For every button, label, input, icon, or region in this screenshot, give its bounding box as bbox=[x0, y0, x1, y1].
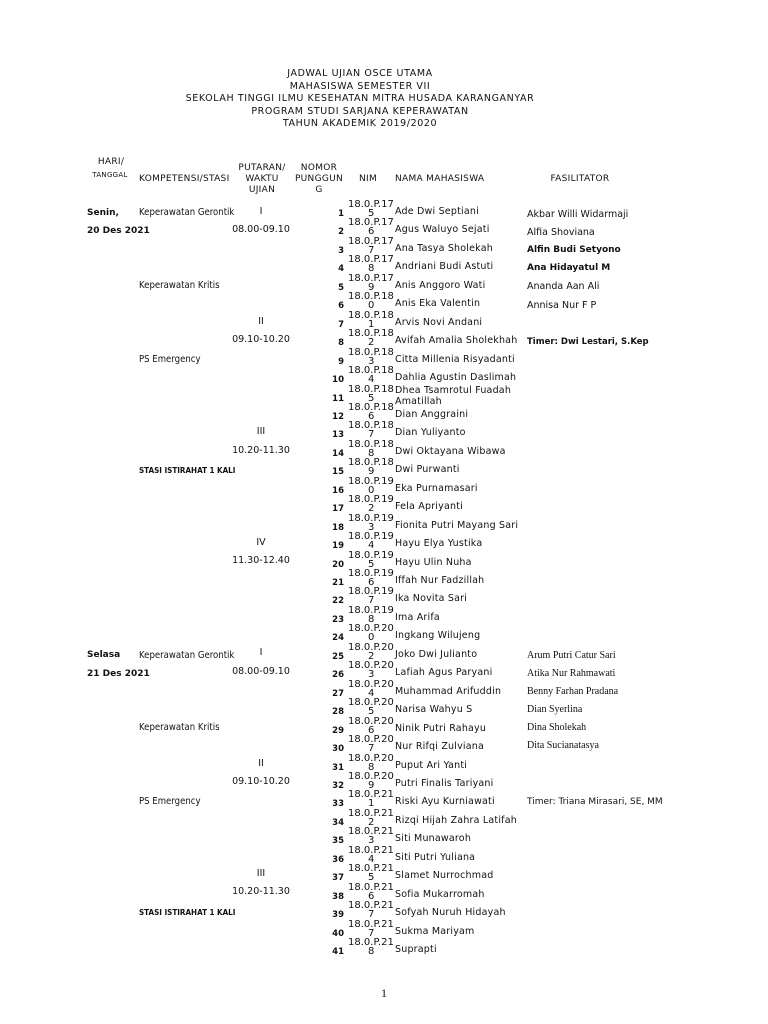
kompetensi-label: STASI ISTIRAHAT 1 KALI bbox=[139, 908, 236, 917]
student-nim bbox=[348, 883, 394, 900]
student-name: Sofyah Nuruh Hidayah bbox=[395, 907, 506, 919]
student-number: 18 bbox=[332, 522, 344, 533]
student-nim bbox=[348, 920, 394, 937]
putaran-label: III bbox=[256, 868, 266, 879]
student-nim-suffix: 8 bbox=[368, 447, 375, 459]
student-nim-main: 18.0.P.18 bbox=[348, 365, 394, 377]
student-nim-main: 18.0.P.18 bbox=[348, 346, 394, 358]
student-name: Ana Tasya Sholekah bbox=[395, 242, 493, 254]
student-number: 32 bbox=[332, 780, 344, 791]
fasilitator-name: Ananda Aan Ali bbox=[527, 281, 600, 292]
student-name: Eka Purnamasari bbox=[395, 482, 478, 494]
student-number: 41 bbox=[332, 947, 344, 957]
fasilitator-name: Dita Sucianatasya bbox=[527, 740, 599, 751]
header-fasilitator: FASILITATOR bbox=[550, 174, 610, 184]
student-number: 23 bbox=[332, 614, 344, 625]
student-nim-suffix: 7 bbox=[368, 244, 375, 256]
student-nim bbox=[348, 680, 394, 697]
student-name: Muhammad Arifuddin bbox=[395, 685, 502, 697]
putaran-label: II bbox=[258, 316, 264, 327]
student-nim-suffix: 1 bbox=[368, 798, 375, 810]
student-nim bbox=[348, 660, 394, 681]
student-name: Hayu Ulin Nuha bbox=[395, 556, 472, 568]
document-title bbox=[150, 68, 570, 131]
student-name: Riski Ayu Kurniawati bbox=[395, 796, 495, 808]
student-name: Fela Apriyanti bbox=[395, 501, 463, 513]
student-nim-suffix: 5 bbox=[368, 706, 375, 718]
student-number: 31 bbox=[332, 762, 344, 773]
student-nim-main: 18.0.P.18 bbox=[348, 383, 394, 395]
student-name: Dwi Oktayana Wibawa bbox=[395, 445, 506, 457]
student-nim-main: 18.0.P.19 bbox=[348, 494, 394, 506]
student-name: Andriani Budi Astuti bbox=[395, 261, 494, 273]
student-nim bbox=[348, 623, 394, 644]
student-name: Agus Waluyo Sejati bbox=[395, 224, 490, 236]
header-nomor: NOMOR bbox=[300, 163, 338, 173]
student-nim-main: 18.0.P.21 bbox=[348, 918, 394, 930]
student-nim bbox=[348, 900, 394, 921]
student-nim-suffix: 4 bbox=[368, 540, 375, 552]
student-nim-main: 18.0.P.17 bbox=[348, 235, 394, 247]
student-nim-main: 18.0.P.21 bbox=[348, 807, 394, 819]
student-nim-suffix: 0 bbox=[368, 484, 375, 496]
student-number: 17 bbox=[332, 504, 344, 515]
student-nim-suffix: 0 bbox=[368, 632, 375, 644]
student-nim-main: 18.0.P.21 bbox=[348, 937, 394, 948]
student-nim-main: 18.0.P.21 bbox=[348, 844, 394, 856]
header-kompetensi: KOMPETENSI/STASI bbox=[139, 174, 230, 184]
kompetensi-label: PS Emergency bbox=[139, 796, 201, 807]
student-number: 2 bbox=[338, 227, 344, 238]
student-nim bbox=[348, 586, 394, 607]
kompetensi-label: Keperawatan Kritis bbox=[139, 280, 220, 291]
student-nim-main: 18.0.P.21 bbox=[348, 789, 394, 801]
fasilitator-name: Dina Sholekah bbox=[527, 722, 587, 733]
kompetensi-label: PS Emergency bbox=[139, 354, 201, 365]
putaran-time: 10.20-11.30 bbox=[232, 445, 290, 456]
student-nim bbox=[348, 311, 394, 328]
page-number: 1 bbox=[381, 986, 387, 1000]
student-nim-suffix: 5 bbox=[368, 872, 375, 884]
student-name: Rizqi Hijah Zahra Latifah bbox=[395, 814, 517, 826]
student-nim-suffix: 7 bbox=[368, 429, 375, 441]
student-name: Anis Anggoro Wati bbox=[395, 279, 486, 291]
student-number: 13 bbox=[332, 430, 344, 441]
student-number: 34 bbox=[332, 817, 344, 828]
student-number: 16 bbox=[332, 485, 344, 496]
header-punggung: PUNGGUN bbox=[294, 174, 344, 184]
student-nim-suffix: 7 bbox=[368, 743, 375, 755]
student-nim-suffix: 9 bbox=[368, 779, 375, 791]
student-nim bbox=[348, 237, 394, 254]
student-nim-suffix: 9 bbox=[368, 281, 375, 293]
student-nim-main: 18.0.P.20 bbox=[348, 678, 394, 690]
student-name: Ninik Putri Rahayu bbox=[395, 722, 487, 734]
student-nim-suffix: 2 bbox=[368, 337, 375, 349]
student-number: 24 bbox=[332, 633, 344, 644]
student-number: 38 bbox=[332, 891, 344, 902]
student-nim bbox=[348, 551, 394, 568]
putaran-label: I bbox=[259, 647, 263, 658]
student-number: 36 bbox=[332, 854, 344, 865]
student-nim-suffix: 8 bbox=[368, 263, 375, 275]
header-nama: NAMA MAHASISWA bbox=[395, 174, 485, 184]
fasilitator-name: Akbar Willi Widarmaji bbox=[527, 209, 629, 220]
student-number: 21 bbox=[332, 578, 344, 588]
title-line: TAHUN AKADEMIK 2019/2020 bbox=[282, 118, 438, 129]
header-nim: NIM bbox=[358, 174, 378, 184]
fasilitator-name: Alfin Budi Setyono bbox=[527, 245, 621, 255]
student-nim bbox=[348, 826, 394, 847]
student-nim-main: 18.0.P.20 bbox=[348, 697, 394, 709]
student-nim-suffix: 3 bbox=[368, 355, 375, 367]
student-nim-main: 18.0.P.18 bbox=[348, 420, 394, 432]
title-line: JADWAL UJIAN OSCE UTAMA bbox=[287, 68, 433, 79]
student-name: Fionita Putri Mayang Sari bbox=[395, 519, 519, 531]
student-number: 15 bbox=[332, 467, 344, 478]
putaran-time: 09.10-10.20 bbox=[232, 334, 290, 345]
student-name: Suprapti bbox=[395, 944, 437, 955]
student-number: 22 bbox=[332, 596, 344, 607]
student-name: Dahlia Agustin Daslimah bbox=[395, 372, 517, 384]
student-number: 12 bbox=[332, 411, 344, 422]
student-number: 27 bbox=[332, 688, 344, 699]
student-nim-main: 18.0.P.21 bbox=[348, 900, 394, 912]
student-nim bbox=[348, 734, 394, 755]
student-nim-main: 18.0.P.20 bbox=[348, 752, 394, 764]
student-number: 20 bbox=[332, 559, 344, 570]
putaran-label: IV bbox=[256, 537, 266, 548]
putaran-label: III bbox=[256, 426, 266, 437]
student-nim bbox=[348, 200, 394, 217]
student-name: Anis Eka Valentin bbox=[395, 298, 481, 310]
student-number: 7 bbox=[338, 319, 344, 330]
student-nim bbox=[348, 274, 394, 291]
student-nim-suffix: 2 bbox=[368, 503, 375, 515]
student-nim-suffix: 6 bbox=[368, 890, 375, 902]
student-nim-main: 18.0.P.20 bbox=[348, 734, 394, 746]
putaran-time: 11.30-12.40 bbox=[232, 555, 290, 566]
fasilitator-name: Arum Putri Catur Sari bbox=[527, 650, 616, 661]
student-nim bbox=[348, 254, 394, 275]
student-nim-main: 18.0.P.19 bbox=[348, 512, 394, 524]
student-number: 6 bbox=[338, 301, 344, 312]
student-nim bbox=[348, 514, 394, 531]
student-nim bbox=[348, 291, 394, 312]
student-nim-suffix: 3 bbox=[368, 669, 375, 681]
student-nim-suffix: 3 bbox=[368, 521, 375, 533]
student-nim-suffix: 8 bbox=[368, 613, 375, 625]
student-nim-main: 18.0.P.20 bbox=[348, 623, 394, 635]
student-name: Siti Munawaroh bbox=[395, 833, 472, 845]
student-number: 35 bbox=[332, 836, 344, 847]
student-nim bbox=[348, 477, 394, 494]
student-name: Hayu Elya Yustika bbox=[395, 538, 483, 550]
fasilitator-name: Atika Nur Rahmawati bbox=[527, 668, 616, 679]
student-nim-main: 18.0.P.18 bbox=[348, 328, 394, 340]
kompetensi-label: Keperawatan Gerontik bbox=[139, 207, 235, 218]
header-ujian: UJIAN bbox=[248, 185, 276, 195]
student-name: Dian Anggraini bbox=[395, 408, 469, 420]
student-nim-suffix: 2 bbox=[368, 650, 375, 662]
fasilitator-name: Alfia Shoviana bbox=[527, 227, 595, 238]
student-nim bbox=[348, 772, 394, 789]
kompetensi-label: Keperawatan Kritis bbox=[139, 722, 220, 733]
student-nim-main: 18.0.P.19 bbox=[348, 568, 394, 579]
timer-label: Timer: Triana Mirasari, SE, MM bbox=[527, 797, 663, 807]
title-line: MAHASISWA SEMESTER VII bbox=[289, 80, 431, 92]
student-nim bbox=[348, 717, 394, 734]
student-nim-suffix: 4 bbox=[368, 687, 375, 699]
student-nim-main: 18.0.P.20 bbox=[348, 770, 394, 782]
student-nim-suffix: 7 bbox=[368, 927, 375, 939]
student-name: Putri Finalis Tariyani bbox=[395, 777, 494, 789]
student-nim bbox=[348, 789, 394, 810]
student-number: 9 bbox=[338, 356, 344, 367]
student-nim-main: 18.0.P.20 bbox=[348, 715, 394, 727]
header-waktu: WAKTU bbox=[245, 174, 279, 184]
student-number: 33 bbox=[332, 799, 344, 810]
student-number: 26 bbox=[332, 670, 344, 681]
student-nim-suffix: 4 bbox=[368, 374, 375, 386]
student-number: 30 bbox=[332, 744, 344, 755]
student-name: Ima Arifa bbox=[395, 611, 440, 623]
student-name: Puput Ari Yanti bbox=[395, 759, 468, 771]
student-nim-suffix: 6 bbox=[368, 410, 375, 422]
student-nim bbox=[348, 217, 394, 238]
student-number: 14 bbox=[332, 448, 344, 459]
student-nim bbox=[348, 385, 394, 402]
student-name: Narisa Wahyu S bbox=[395, 704, 473, 716]
student-nim-suffix: 7 bbox=[368, 909, 375, 921]
student-number: 40 bbox=[332, 928, 344, 939]
student-number: 8 bbox=[338, 338, 344, 349]
putaran-time: 09.10-10.20 bbox=[232, 776, 290, 787]
student-nim bbox=[348, 440, 394, 457]
student-nim-main: 18.0.P.21 bbox=[348, 826, 394, 838]
student-nim bbox=[348, 328, 394, 349]
title-line: PROGRAM STUDI SARJANA KEPERAWATAN bbox=[251, 105, 469, 117]
student-nim bbox=[348, 403, 394, 420]
student-nim-main: 18.0.P.18 bbox=[348, 438, 394, 450]
timer-label: Timer: Dwi Lestari, S.Kep bbox=[527, 337, 649, 347]
student-nim-main: 18.0.P.21 bbox=[348, 881, 394, 893]
putaran-time: 08.00-09.10 bbox=[232, 224, 290, 235]
student-name: Ingkang Wilujeng bbox=[395, 630, 481, 642]
student-number: 10 bbox=[332, 375, 344, 386]
student-name: Lafiah Agus Paryani bbox=[395, 667, 493, 679]
student-name: Avifah Amalia Sholekhah bbox=[395, 335, 518, 347]
student-nim bbox=[348, 569, 394, 586]
student-nim-main: 18.0.P.18 bbox=[348, 291, 394, 303]
student-number: 25 bbox=[332, 651, 344, 662]
student-name: Iffah Nur Fadzillah bbox=[395, 575, 485, 586]
student-number: 29 bbox=[332, 725, 344, 736]
student-name: Ade Dwi Septiani bbox=[395, 206, 479, 217]
student-name: Sofia Mukarromah bbox=[395, 888, 485, 900]
putaran-label: II bbox=[258, 758, 264, 769]
student-nim-suffix: 8 bbox=[368, 761, 375, 773]
student-nim-main: 18.0.P.17 bbox=[348, 199, 394, 210]
title-line: SEKOLAH TINGGI ILMU KESEHATAN MITRA HUSADA KARANGANYAR bbox=[185, 93, 535, 104]
student-number: 37 bbox=[332, 873, 344, 884]
student-name: Joko Dwi Julianto bbox=[395, 648, 478, 660]
fasilitator-name: Dian Syerlina bbox=[527, 704, 583, 715]
student-nim-main: 18.0.P.19 bbox=[348, 586, 394, 598]
student-nim-suffix: 6 bbox=[368, 226, 375, 238]
student-name: Arvis Novi Andani bbox=[395, 316, 483, 328]
student-number: 39 bbox=[332, 910, 344, 921]
student-nim bbox=[348, 494, 394, 515]
student-number: 28 bbox=[332, 707, 344, 718]
header-tanggal: TANGGAL bbox=[92, 171, 128, 179]
day-label: Senin, bbox=[87, 208, 119, 218]
putaran-label: I bbox=[259, 206, 263, 217]
student-nim-suffix: 5 bbox=[368, 392, 375, 404]
student-name: Sukma Mariyam bbox=[395, 925, 475, 937]
student-nim-main: 18.0.P.18 bbox=[348, 309, 394, 321]
student-nim bbox=[348, 846, 394, 863]
student-number: 3 bbox=[338, 245, 344, 256]
student-number: 5 bbox=[338, 282, 344, 293]
student-nim-suffix: 7 bbox=[368, 595, 375, 607]
putaran-time: 08.00-09.10 bbox=[232, 666, 290, 677]
student-nim bbox=[348, 457, 394, 478]
student-nim bbox=[348, 606, 394, 623]
student-nim bbox=[348, 643, 394, 660]
kompetensi-label: Keperawatan Gerontik bbox=[139, 650, 235, 661]
student-nim bbox=[348, 348, 394, 365]
student-nim-suffix: 4 bbox=[368, 853, 375, 865]
day-date: 20 Des 2021 bbox=[87, 226, 150, 236]
fasilitator-name: Annisa Nur F P bbox=[527, 300, 597, 311]
student-nim-main: 18.0.P.20 bbox=[348, 660, 394, 672]
student-nim bbox=[348, 938, 394, 955]
student-nim-suffix: 5 bbox=[368, 208, 375, 219]
student-nim-suffix: 9 bbox=[368, 466, 375, 478]
student-name: Dhea Tsamrotul Fuadah Amatillah bbox=[395, 384, 512, 407]
student-nim-main: 18.0.P.20 bbox=[348, 641, 394, 653]
student-nim-suffix: 3 bbox=[368, 835, 375, 847]
student-nim-main: 18.0.P.19 bbox=[348, 475, 394, 487]
student-nim bbox=[348, 697, 394, 718]
fasilitator-name: Benny Farhan Pradana bbox=[527, 686, 619, 697]
student-nim-suffix: 1 bbox=[368, 318, 375, 330]
student-nim-main: 18.0.P.17 bbox=[348, 217, 394, 229]
student-name: Citta Millenia Risyadanti bbox=[395, 353, 515, 365]
student-nim-suffix: 0 bbox=[368, 300, 375, 312]
student-nim-suffix: 2 bbox=[368, 816, 375, 828]
student-name: Dwi Purwanti bbox=[395, 464, 460, 476]
header-putaran: PUTARAN/ bbox=[238, 163, 286, 173]
student-nim-main: 18.0.P.19 bbox=[348, 604, 394, 616]
student-nim bbox=[348, 531, 394, 552]
student-number: 1 bbox=[338, 209, 344, 219]
student-number: 11 bbox=[332, 393, 344, 404]
fasilitator-name: Ana Hidayatul M bbox=[527, 263, 611, 273]
student-nim-main: 18.0.P.18 bbox=[348, 401, 394, 413]
student-name: Siti Putri Yuliana bbox=[395, 851, 476, 863]
student-nim-main: 18.0.P.17 bbox=[348, 254, 394, 266]
student-nim bbox=[348, 754, 394, 771]
student-nim-main: 18.0.P.19 bbox=[348, 549, 394, 561]
student-number: 19 bbox=[332, 541, 344, 552]
student-nim bbox=[348, 365, 394, 386]
student-number: 4 bbox=[338, 264, 344, 275]
student-nim-main: 18.0.P.17 bbox=[348, 272, 394, 284]
student-name: Nur Rifqi Zulviana bbox=[395, 741, 485, 753]
student-nim-suffix: 5 bbox=[368, 558, 375, 570]
student-nim-suffix: 8 bbox=[368, 946, 375, 957]
student-nim bbox=[348, 863, 394, 884]
student-name: Slamet Nurrochmad bbox=[395, 870, 494, 882]
kompetensi-label: STASI ISTIRAHAT 1 KALI bbox=[139, 466, 236, 475]
student-nim bbox=[348, 420, 394, 441]
putaran-time: 10.20-11.30 bbox=[232, 886, 290, 897]
student-name: Ika Novita Sari bbox=[395, 593, 468, 605]
day-label: Selasa bbox=[87, 650, 121, 660]
header-hari: HARI/ bbox=[97, 157, 125, 167]
student-name: Dian Yuliyanto bbox=[395, 427, 466, 439]
student-nim bbox=[348, 809, 394, 826]
student-nim-suffix: 6 bbox=[368, 577, 375, 588]
student-nim-suffix: 6 bbox=[368, 724, 375, 736]
student-nim-main: 18.0.P.21 bbox=[348, 863, 394, 875]
student-nim-main: 18.0.P.19 bbox=[348, 531, 394, 543]
student-nim-main: 18.0.P.18 bbox=[348, 457, 394, 469]
day-date: 21 Des 2021 bbox=[87, 669, 150, 679]
header-punggung-end: G bbox=[315, 185, 323, 195]
